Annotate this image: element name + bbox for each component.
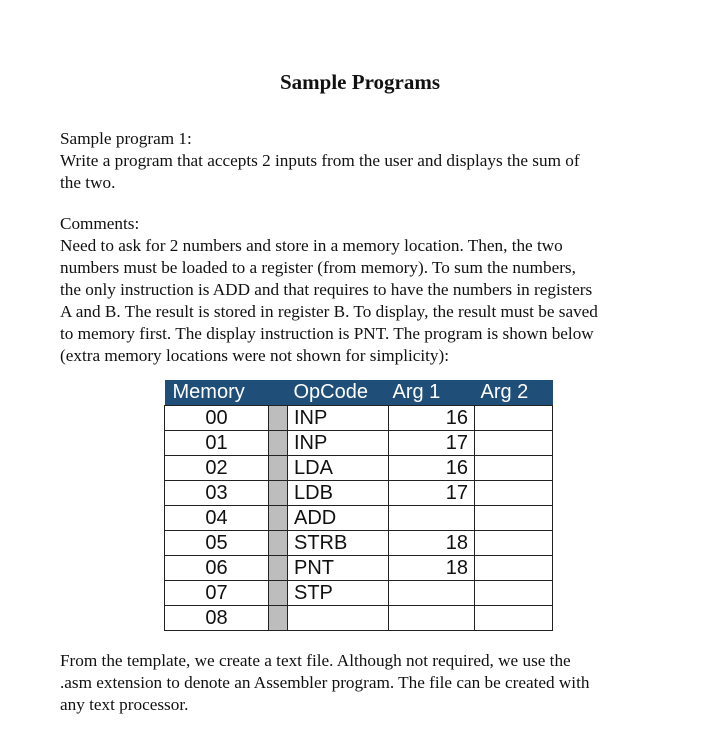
arg1-cell: 18 — [389, 531, 475, 556]
arg2-cell — [475, 406, 553, 431]
table-row — [165, 506, 553, 531]
opcode-cell: INP — [288, 406, 389, 431]
gap-cell — [269, 406, 288, 431]
table-row — [165, 556, 553, 581]
closing-text: any text processor. — [60, 695, 189, 714]
table-row — [165, 406, 553, 431]
comments-paragraph — [60, 213, 636, 367]
opcode-cell: STP — [288, 581, 389, 606]
arg2-cell — [475, 456, 553, 481]
closing-text: .asm extension to denote an Assembler program. The file can be created with — [60, 673, 590, 692]
table-row — [165, 581, 553, 606]
arg2-cell — [475, 481, 553, 506]
memory-cell: 01 — [165, 431, 269, 456]
opcode-cell: STRB — [288, 531, 389, 556]
page-title: Sample Programs — [279, 70, 440, 94]
opcode-cell: PNT — [288, 556, 389, 581]
comments-text: Need to ask for 2 numbers and store in a memory location. Then, the two — [60, 236, 563, 255]
arg2-cell — [475, 606, 553, 631]
memory-cell: 05 — [165, 531, 269, 556]
gap-cell — [269, 431, 288, 456]
memory-cell: 02 — [165, 456, 269, 481]
comments-text: (extra memory locations were not shown for simplicity): — [60, 346, 450, 365]
comments-label: Comments: — [60, 214, 140, 233]
closing-paragraph — [60, 650, 636, 716]
arg1-cell: 16 — [389, 456, 475, 481]
memory-cell: 03 — [165, 481, 269, 506]
arg2-cell — [475, 581, 553, 606]
gap-header — [269, 380, 288, 406]
sample-program-text: the two. — [60, 173, 116, 192]
arg2-cell — [475, 556, 553, 581]
memory-header: Memory — [165, 380, 269, 406]
arg1-cell — [389, 606, 475, 631]
arg1-cell — [389, 581, 475, 606]
table-row — [165, 456, 553, 481]
gap-cell — [269, 581, 288, 606]
sample-program-text: Write a program that accepts 2 inputs from the user and displays the sum of — [60, 151, 580, 170]
table-row — [165, 481, 553, 506]
arg1-cell — [389, 506, 475, 531]
table-row — [165, 531, 553, 556]
arg2-header: Arg 2 — [475, 380, 553, 406]
arg1-cell: 17 — [389, 481, 475, 506]
arg2-cell — [475, 531, 553, 556]
arg2-cell — [475, 506, 553, 531]
gap-cell — [269, 531, 288, 556]
opcode-cell: INP — [288, 431, 389, 456]
table-header-row — [165, 380, 553, 406]
closing-text: From the template, we create a text file. Although not required, we use the — [60, 651, 571, 670]
memory-cell: 04 — [165, 506, 269, 531]
comments-text: to memory first. The display instruction is PNT. The program is shown below — [60, 324, 594, 343]
program-table — [164, 380, 553, 631]
comments-text: A and B. The result is stored in register B. To display, the result must be saved — [60, 302, 598, 321]
memory-cell: 06 — [165, 556, 269, 581]
sample-program-paragraph — [60, 128, 636, 194]
gap-cell — [269, 481, 288, 506]
opcode-header: OpCode — [288, 380, 389, 406]
comments-text: the only instruction is ADD and that requires to have the numbers in registers — [60, 280, 593, 299]
arg1-cell: 18 — [389, 556, 475, 581]
table-row — [165, 606, 553, 631]
arg1-cell: 16 — [389, 406, 475, 431]
table-row — [165, 431, 553, 456]
opcode-cell: LDB — [288, 481, 389, 506]
comments-text: numbers must be loaded to a register (from memory). To sum the numbers, — [60, 258, 576, 277]
gap-cell — [269, 606, 288, 631]
gap-cell — [269, 506, 288, 531]
opcode-cell — [288, 606, 389, 631]
gap-cell — [269, 456, 288, 481]
arg2-cell — [475, 431, 553, 456]
opcode-cell: ADD — [288, 506, 389, 531]
arg1-header: Arg 1 — [389, 380, 475, 406]
memory-cell: 08 — [165, 606, 269, 631]
gap-cell — [269, 556, 288, 581]
opcode-cell: LDA — [288, 456, 389, 481]
arg1-cell: 17 — [389, 431, 475, 456]
memory-cell: 00 — [165, 406, 269, 431]
sample-program-label: Sample program 1: — [60, 129, 192, 148]
memory-cell: 07 — [165, 581, 269, 606]
